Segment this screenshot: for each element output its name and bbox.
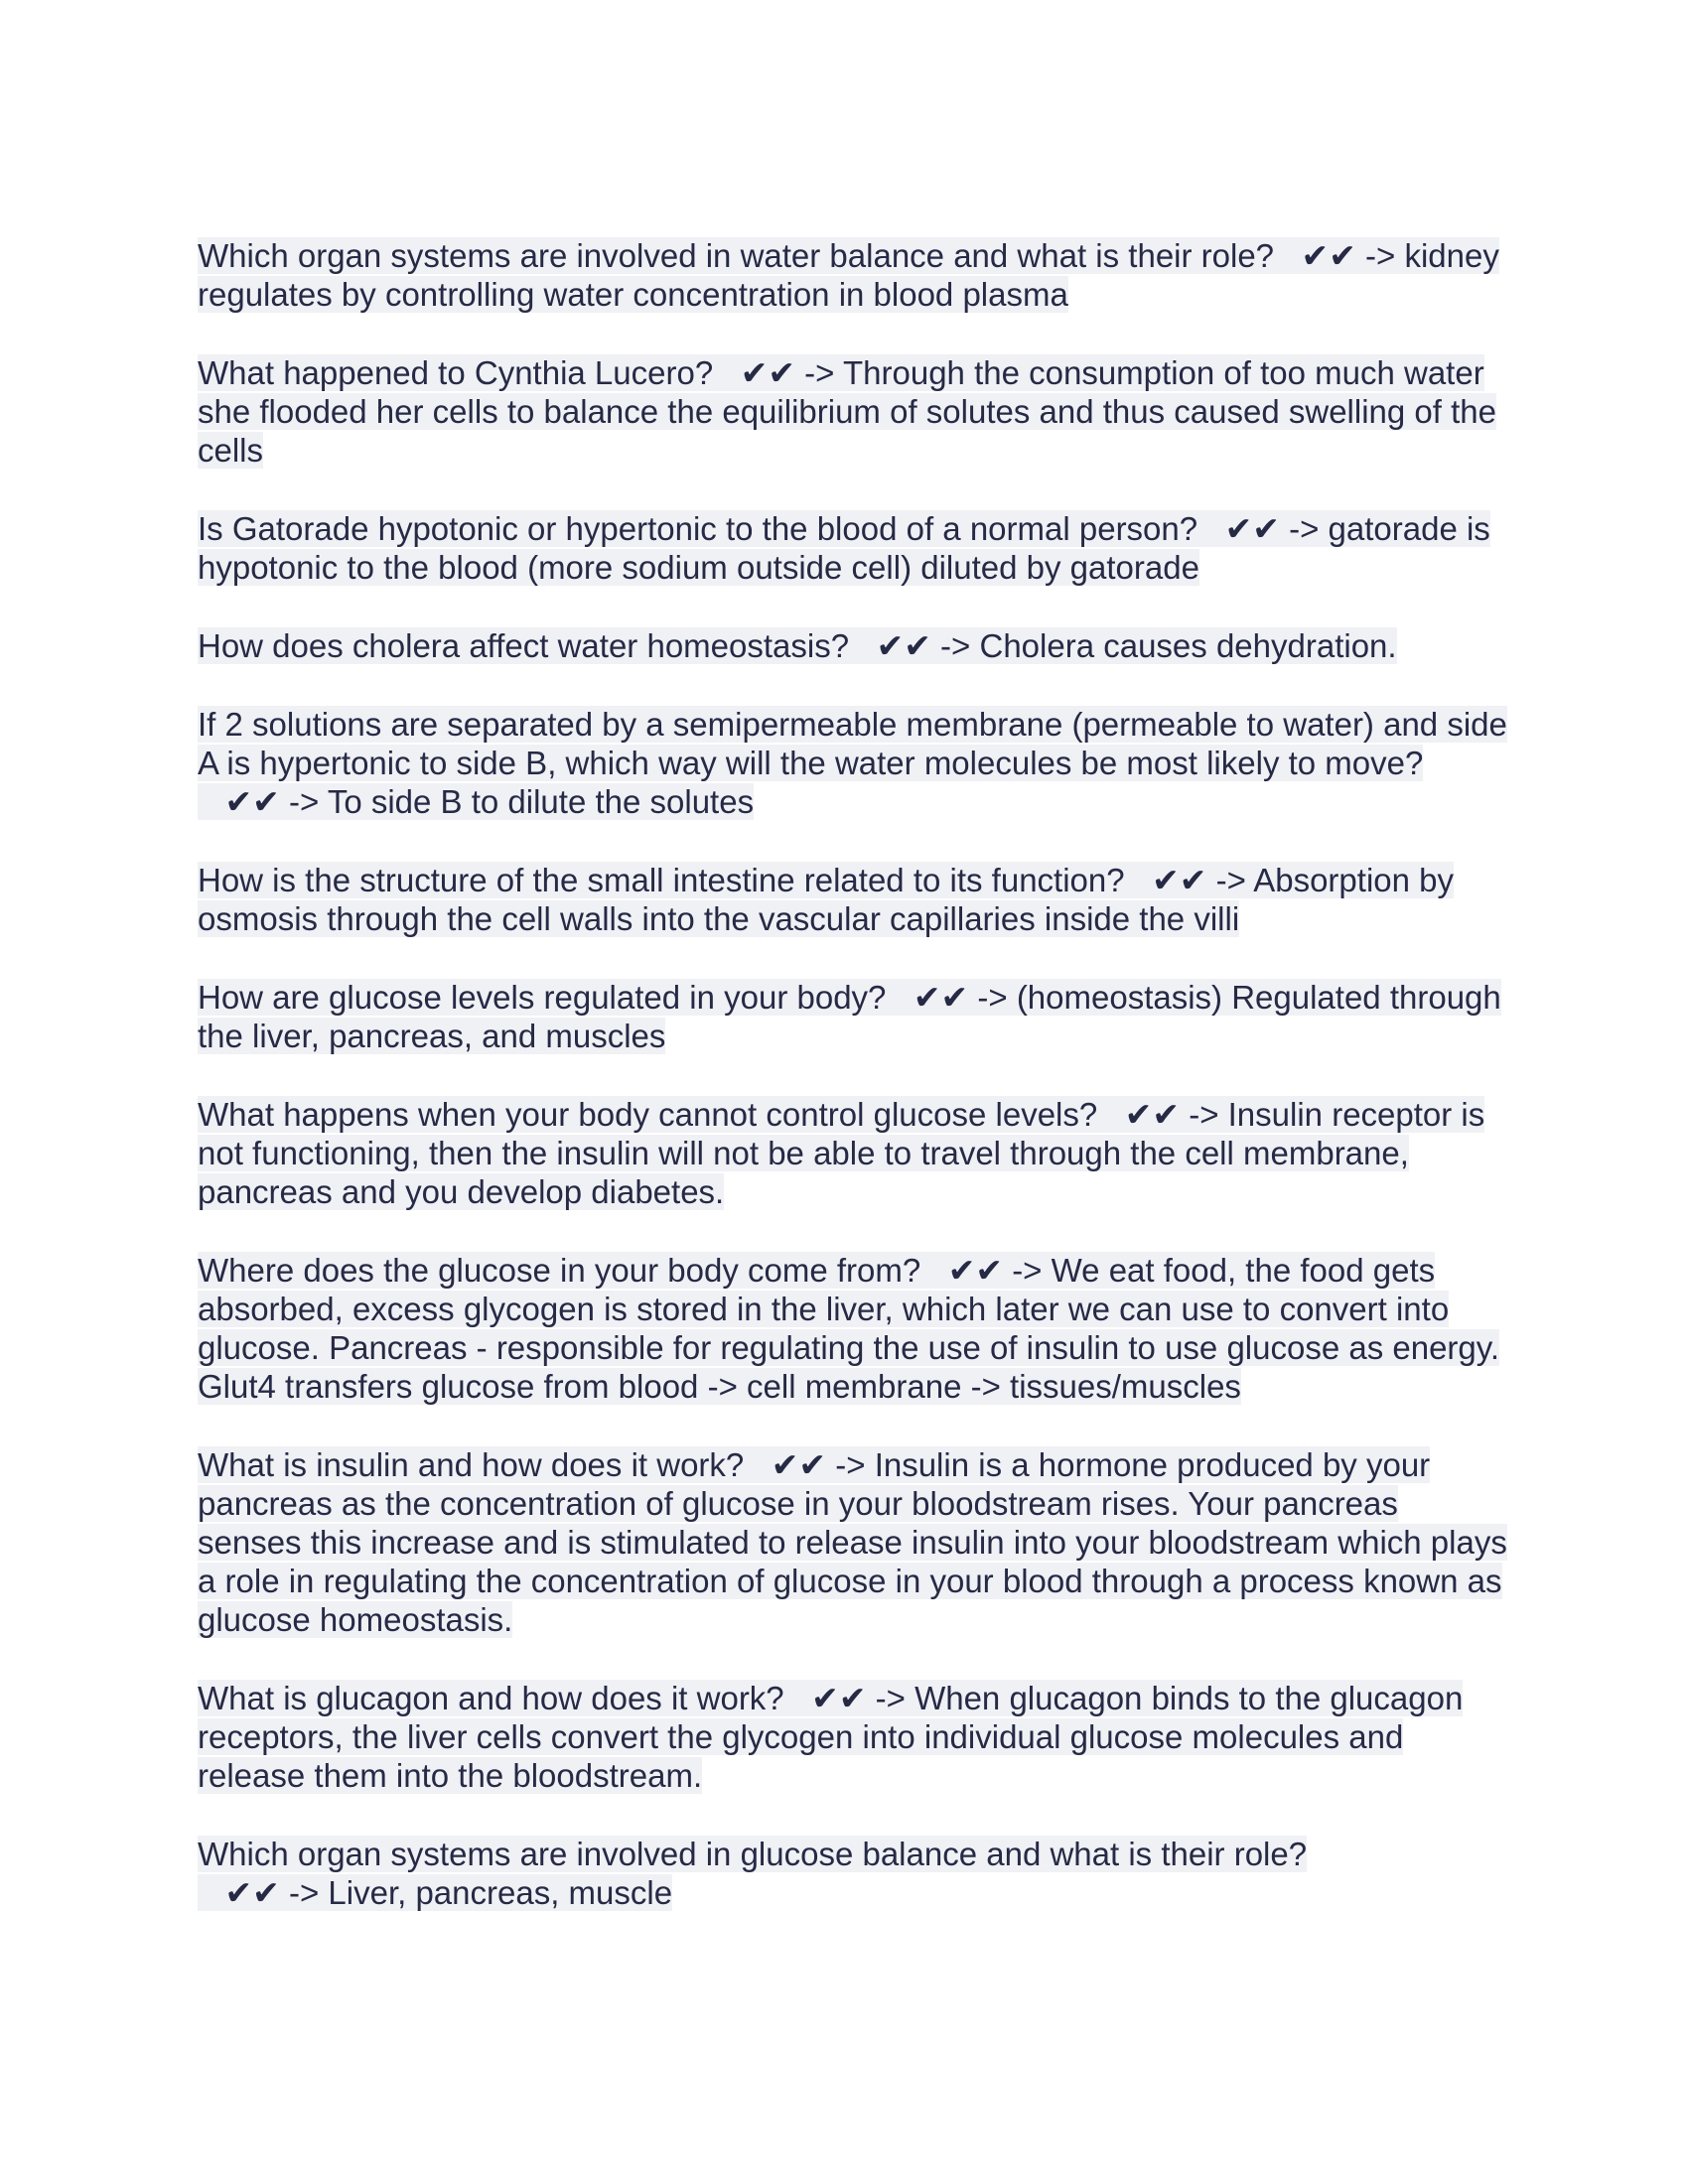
qa-answer: Through the consumption of too much water she flooded her cells to balance the equilibrium of solutes and thus caused swelling of the cells — [198, 354, 1496, 469]
qa-question: How are glucose levels regulated in your body? — [198, 979, 887, 1016]
qa-question: Which organ systems are involved in glucose balance and what is their role? — [198, 1836, 1308, 1872]
check-arrow-separator: ✔✔ -> — [1097, 1096, 1228, 1133]
qa-item — [198, 1445, 1508, 1639]
qa-item — [198, 1835, 1508, 1912]
check-arrow-separator: ✔✔ -> — [198, 783, 328, 820]
qa-question: Is Gatorade hypotonic or hypertonic to the blood of a normal person? — [198, 510, 1198, 547]
qa-answer: Liver, pancreas, muscle — [328, 1874, 673, 1911]
check-arrow-separator: ✔✔ -> — [1124, 862, 1254, 898]
qa-question: If 2 solutions are separated by a semipermeable membrane (permeable to water) and side A is hypertonic to side B, which way will the water molecules be most likely to move? — [198, 706, 1507, 781]
qa-question: What happened to Cynthia Lucero? — [198, 354, 714, 391]
qa-answer: kidney regulates by controlling water concentration in blood plasma — [198, 237, 1499, 313]
qa-question: What is glucagon and how does it work? — [198, 1680, 784, 1716]
check-arrow-separator: ✔✔ -> — [1274, 237, 1405, 274]
qa-question: What happens when your body cannot control glucose levels? — [198, 1096, 1098, 1133]
check-arrow-separator: ✔✔ -> — [886, 979, 1017, 1016]
qa-question: How is the structure of the small intestine related to its function? — [198, 862, 1125, 898]
qa-question: What is insulin and how does it work? — [198, 1446, 745, 1483]
check-arrow-separator: ✔✔ -> — [198, 1874, 329, 1911]
qa-answer: When glucagon binds to the glucagon receptors, the liver cells convert the glycogen into individual glucose molecules and release them into the bloodstream. — [198, 1680, 1464, 1794]
qa-question: How does cholera affect water homeostasis? — [198, 627, 850, 664]
qa-answer: gatorade is hypotonic to the blood (more sodium outside cell) diluted by gatorade — [198, 510, 1490, 586]
document-page — [198, 236, 1508, 1952]
qa-question: Which organ systems are involved in water balance and what is their role? — [198, 237, 1275, 274]
qa-item — [198, 509, 1508, 587]
qa-answer: We eat food, the food gets absorbed, excess glycogen is stored in the liver, which later we can use to convert into glucose. Pancreas - responsible for regulating the use of insulin to use glucose as energy. Glut4 transfers glucose from blood -> cell membrane -> tissues/muscles — [198, 1252, 1499, 1405]
qa-item — [198, 353, 1508, 470]
qa-item — [198, 236, 1508, 314]
qa-answer: (homeostasis) Regulated through the liver, pancreas, and muscles — [198, 979, 1501, 1054]
check-arrow-separator: ✔✔ -> — [849, 627, 980, 664]
qa-answer: To side B to dilute the solutes — [327, 783, 755, 820]
qa-item — [198, 1679, 1508, 1795]
qa-item — [198, 1251, 1508, 1406]
check-arrow-separator: ✔✔ -> — [744, 1446, 875, 1483]
qa-question: Where does the glucose in your body come from? — [198, 1252, 921, 1289]
qa-answer: Insulin is a hormone produced by your pancreas as the concentration of glucose in your bloodstream rises. Your pancreas senses this increase and is stimulated to release insulin into your bloodstream which plays a role in regulating the concentration of glucose in your blood through a process known as glucose homeostasis. — [198, 1446, 1507, 1638]
check-arrow-separator: ✔✔ -> — [1197, 510, 1329, 547]
qa-item — [198, 861, 1508, 938]
check-arrow-separator: ✔✔ -> — [713, 354, 843, 391]
qa-answer: Absorption by osmosis through the cell walls into the vascular capillaries inside the villi — [198, 862, 1455, 937]
check-arrow-separator: ✔✔ -> — [920, 1252, 1052, 1289]
qa-answer: Cholera causes dehydration. — [979, 627, 1397, 664]
qa-item — [198, 1095, 1508, 1211]
qa-item — [198, 705, 1508, 821]
qa-item — [198, 978, 1508, 1055]
check-arrow-separator: ✔✔ -> — [783, 1680, 915, 1716]
qa-answer: Insulin receptor is not functioning, then the insulin will not be able to travel through the cell membrane, pancreas and you develop diabetes. — [198, 1096, 1485, 1210]
qa-item — [198, 626, 1508, 665]
